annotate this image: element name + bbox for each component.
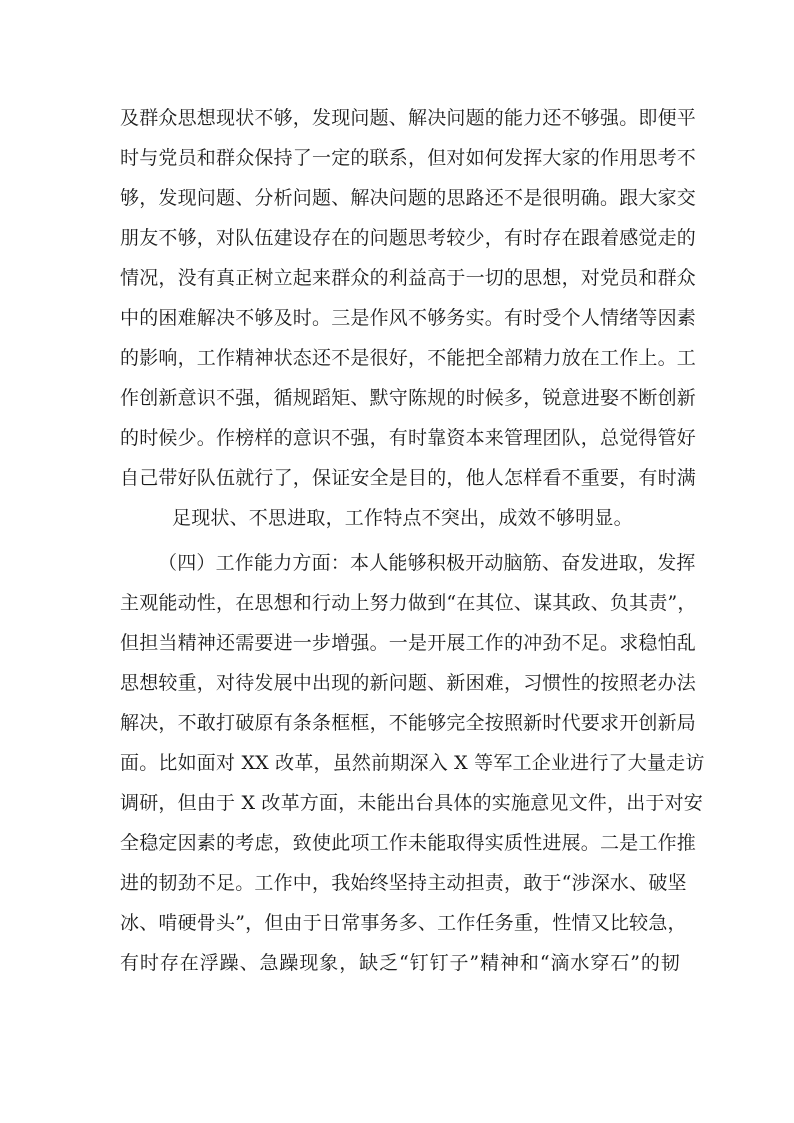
body-text-line: 作创新意识不强，循规蹈矩、默守陈规的时候多，锐意进娶不断创新 [120, 387, 697, 409]
body-text-line: 进的韧劲不足。工作中，我始终坚持主动担责，敢于“涉深水、破坚 [120, 872, 687, 894]
body-text-line: 朋友不够，对队伍建设存在的问题思考较少，有时存在跟着感觉走的 [120, 227, 697, 249]
body-text-line: 的时候少。作榜样的意识不强，有时靠资本来管理团队，总觉得管好 [120, 427, 697, 449]
body-text-line: 主观能动性，在思想和行动上努力做到“在其位、谋其政、负其责”， [120, 592, 697, 614]
body-text-line: 冰、啃硬骨头”，但由于日常事务多、工作任务重，性情又比较急， [120, 912, 687, 934]
body-text-line: 的影响，工作精神状态还不是很好，不能把全部精力放在工作上。工 [120, 347, 697, 369]
body-text-line: 自己带好队伍就行了，保证安全是目的，他人怎样看不重要，有时满 [120, 467, 697, 489]
body-text-line: 够，发现问题、分析问题、解决问题的思路还不是很明确。跟大家交 [120, 187, 697, 209]
body-text-line: 调研，但由于 X 改革方面，未能出台具体的实施意见文件，出于对安 [120, 792, 704, 814]
body-text-line: 面。比如面对 XX 改革，虽然前期深入 X 等军工企业进行了大量走访 [120, 752, 705, 774]
body-text-line: 全稳定因素的考虑，致使此项工作未能取得实质性进展。二是工作推 [120, 832, 697, 854]
body-text-line: 有时存在浮躁、急躁现象，缺乏“钉钉子”精神和“滴水穿石”的韧 [120, 952, 680, 974]
body-text-line: 思想较重，对待发展中出现的新问题、新困难，习惯性的按照老办法 [120, 672, 697, 694]
body-text-line: 中的困难解决不够及时。三是作风不够务实。有时受个人情绪等因素 [120, 307, 697, 329]
body-text-line: 解决，不敢打破原有条条框框，不能够完全按照新时代要求开创新局 [120, 712, 697, 734]
section-heading-line: （四）工作能力方面：本人能够积极开动脑筋、奋发进取，发挥 [158, 552, 696, 574]
body-text-line: 时与党员和群众保持了一定的联系，但对如何发挥大家的作用思考不 [120, 147, 697, 169]
body-text-line: 情况，没有真正树立起来群众的利益高于一切的思想，对党员和群众 [120, 267, 697, 289]
body-text-line: 但担当精神还需要进一步增强。一是开展工作的冲劲不足。求稳怕乱 [120, 632, 697, 654]
body-text-line: 足现状、不思进取，工作特点不突出，成效不够明显。 [172, 507, 633, 529]
body-text-line: 及群众思想现状不够，发现问题、解决问题的能力还不够强。即便平 [120, 107, 697, 129]
